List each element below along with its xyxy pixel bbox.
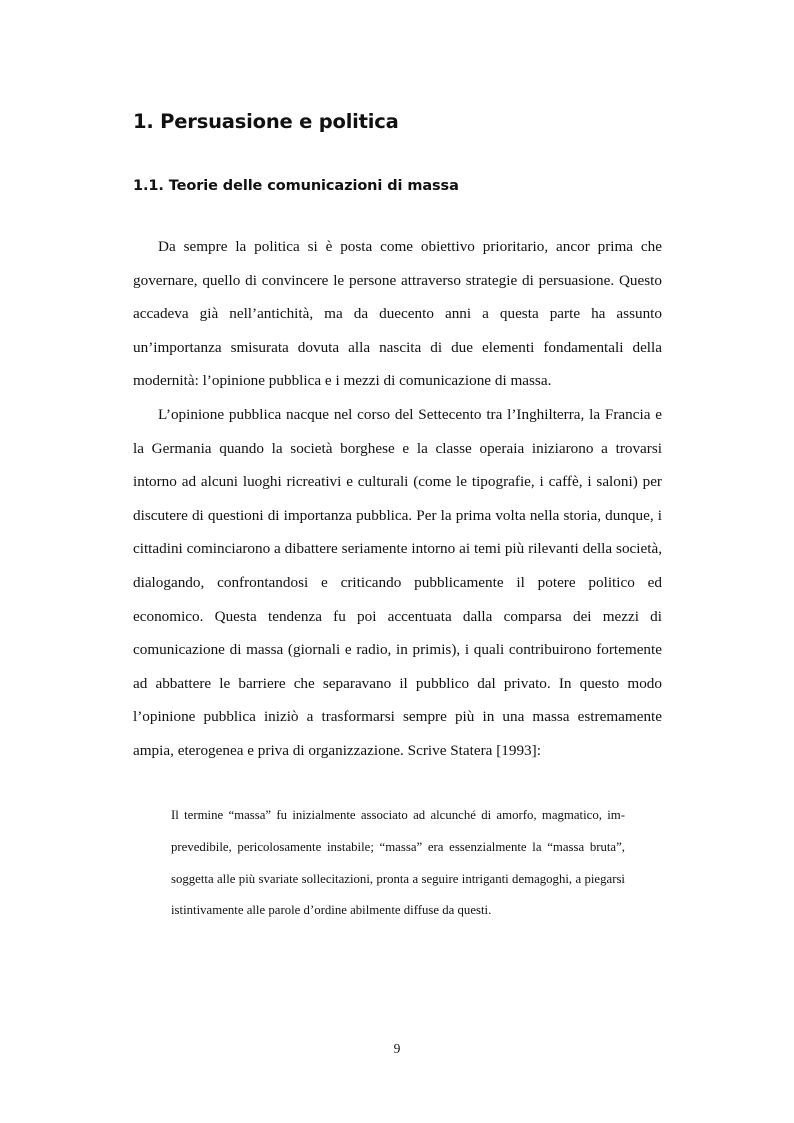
chapter-title: 1. Persuasione e politica — [133, 110, 399, 133]
body-text — [133, 230, 662, 768]
page-number: 9 — [393, 1041, 401, 1056]
section-title: 1.1. Teorie delle comunicazioni di massa — [133, 178, 459, 194]
block-quote: Il termine “massa” fu inizialmente associato ad alcunché di amorfo, magmatico, imprevedibile, pericolosamente instabile; “massa” era essenzialmente la “massa bruta”, soggetta alle più svariate sollecitazioni, pronta a seguire intriganti demagoghi, a piegarsi istintivamente alle parole d’ordine abilmente diffuse da questi. — [171, 808, 625, 918]
paragraph-1: Da sempre la politica si è posta come obiettivo prioritario, ancor prima che governare, quello di convincere le persone attraverso strategie di persuasione. Questo accadeva già nell’antichità, ma da duecento anni a questa parte ha assunto un’importanza smisurata dovuta alla nascita di due elementi fondamentali della modernità: l’opinione pubblica e i mezzi di comunicazione di massa. — [133, 238, 662, 390]
paragraph-2: L’opinione pubblica nacque nel corso del Settecento tra l’Inghilterra, la Francia e la Germania quando la società borghese e la classe operaia iniziarono a trovarsi intorno ad alcuni luoghi ricreativi e culturali (come le tipografie, i caffè, i saloni) per discutere di questioni di importanza pubblica. Per la prima volta nella storia, dunque, i cittadini cominciarono a dibattere seriamente intorno ai temi più rilevanti della società, dialogando, confrontandosi e criticando pubblicamente il potere politico ed economico. Questa tendenza fu poi accentuata dalla comparsa dei mezzi di comunicazione di massa (giornali e radio, in primis), i quali contribuirono fortemente ad abbattere le barriere che separavano il pubblico dal privato. In questo modo l’opinione pubblica iniziò a trasformarsi sempre più in una massa estremamente ampia, eterogenea e priva di organizzazione. Scrive Statera [1993]: — [133, 405, 662, 759]
